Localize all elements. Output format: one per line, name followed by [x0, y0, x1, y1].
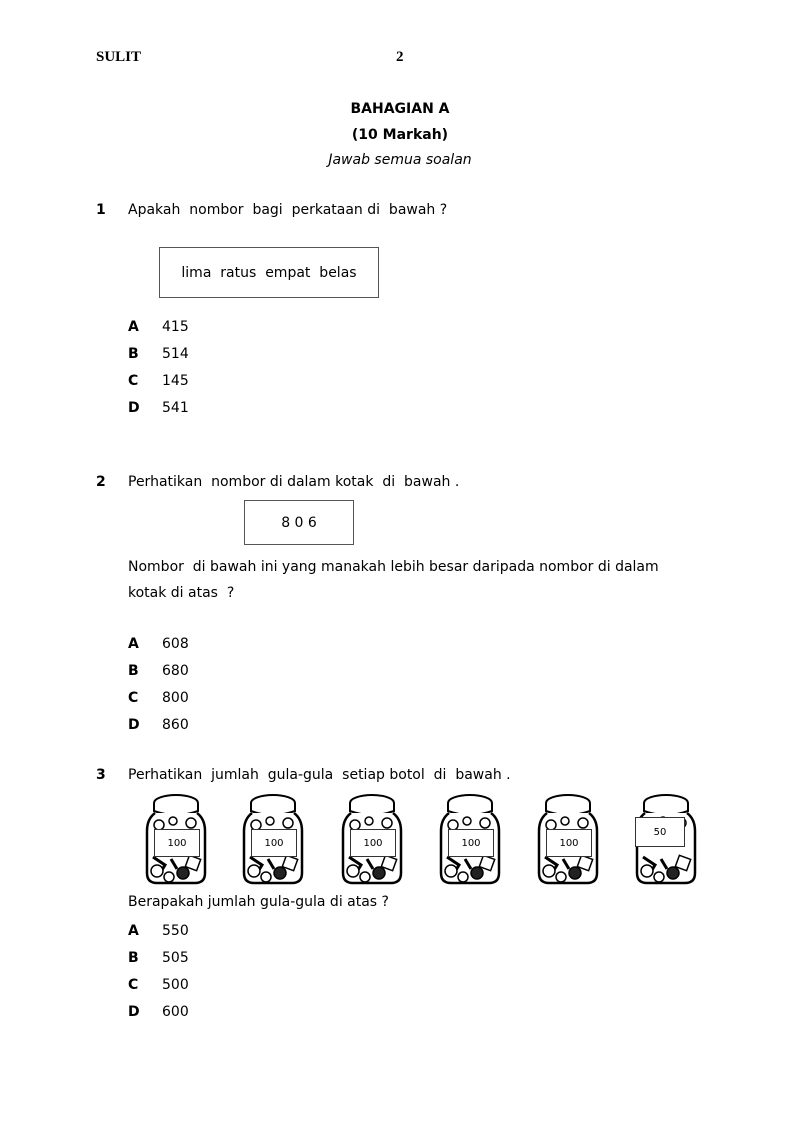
- candy-jar: [437, 793, 503, 885]
- option-letter: C: [128, 373, 139, 389]
- jar-count-label: 50: [635, 817, 685, 847]
- jar-count-label: 100: [350, 829, 396, 857]
- candy-jar: [633, 793, 699, 885]
- section-title: BAHAGIAN A: [350, 101, 450, 117]
- option-value: 608: [162, 636, 189, 652]
- option-letter: C: [128, 977, 139, 993]
- question-number: 2: [96, 474, 106, 490]
- word-box: lima ratus empat belas: [159, 247, 379, 298]
- header-sulit: SULIT: [96, 49, 142, 65]
- option-letter: B: [128, 346, 139, 362]
- candy-jar: [339, 793, 405, 885]
- question-number: 1: [96, 202, 106, 218]
- option-value: 541: [162, 400, 189, 416]
- option-value: 550: [162, 923, 189, 939]
- candy-jar: [143, 793, 209, 885]
- jar-count-label: 100: [546, 829, 592, 857]
- option-value: 680: [162, 663, 189, 679]
- jar-count-label: 100: [154, 829, 200, 857]
- question-subtext-line1: Berapakah jumlah gula-gula di atas ?: [128, 894, 389, 910]
- candy-jar: [240, 793, 306, 885]
- question-text: Perhatikan nombor di dalam kotak di bawah .: [128, 474, 460, 490]
- option-value: 145: [162, 373, 189, 389]
- question-subtext-line1: Nombor di bawah ini yang manakah lebih besar daripada nombor di dalam: [128, 559, 659, 575]
- option-letter: C: [128, 690, 139, 706]
- candy-jar: [535, 793, 601, 885]
- section-instruction: Jawab semua soalan: [328, 152, 472, 168]
- option-value: 600: [162, 1004, 189, 1020]
- jar-count-label: 100: [448, 829, 494, 857]
- page-number: 2: [396, 49, 404, 65]
- number-box: 8 0 6: [244, 500, 354, 545]
- section-marks: (10 Markah): [351, 127, 449, 143]
- option-value: 514: [162, 346, 189, 362]
- question-text: Apakah nombor bagi perkataan di bawah ?: [128, 202, 448, 218]
- jar-count-label: 100: [251, 829, 297, 857]
- option-value: 505: [162, 950, 189, 966]
- question-number: 3: [96, 767, 106, 783]
- option-letter: D: [128, 1004, 140, 1020]
- option-value: 800: [162, 690, 189, 706]
- option-letter: A: [128, 636, 139, 652]
- option-letter: A: [128, 319, 139, 335]
- option-value: 500: [162, 977, 189, 993]
- option-value: 860: [162, 717, 189, 733]
- question-text: Perhatikan jumlah gula-gula setiap botol di bawah .: [128, 767, 511, 783]
- option-letter: B: [128, 663, 139, 679]
- option-letter: D: [128, 400, 140, 416]
- option-letter: A: [128, 923, 139, 939]
- question-subtext-line2: kotak di atas ?: [128, 585, 235, 601]
- option-letter: D: [128, 717, 140, 733]
- option-letter: B: [128, 950, 139, 966]
- option-value: 415: [162, 319, 189, 335]
